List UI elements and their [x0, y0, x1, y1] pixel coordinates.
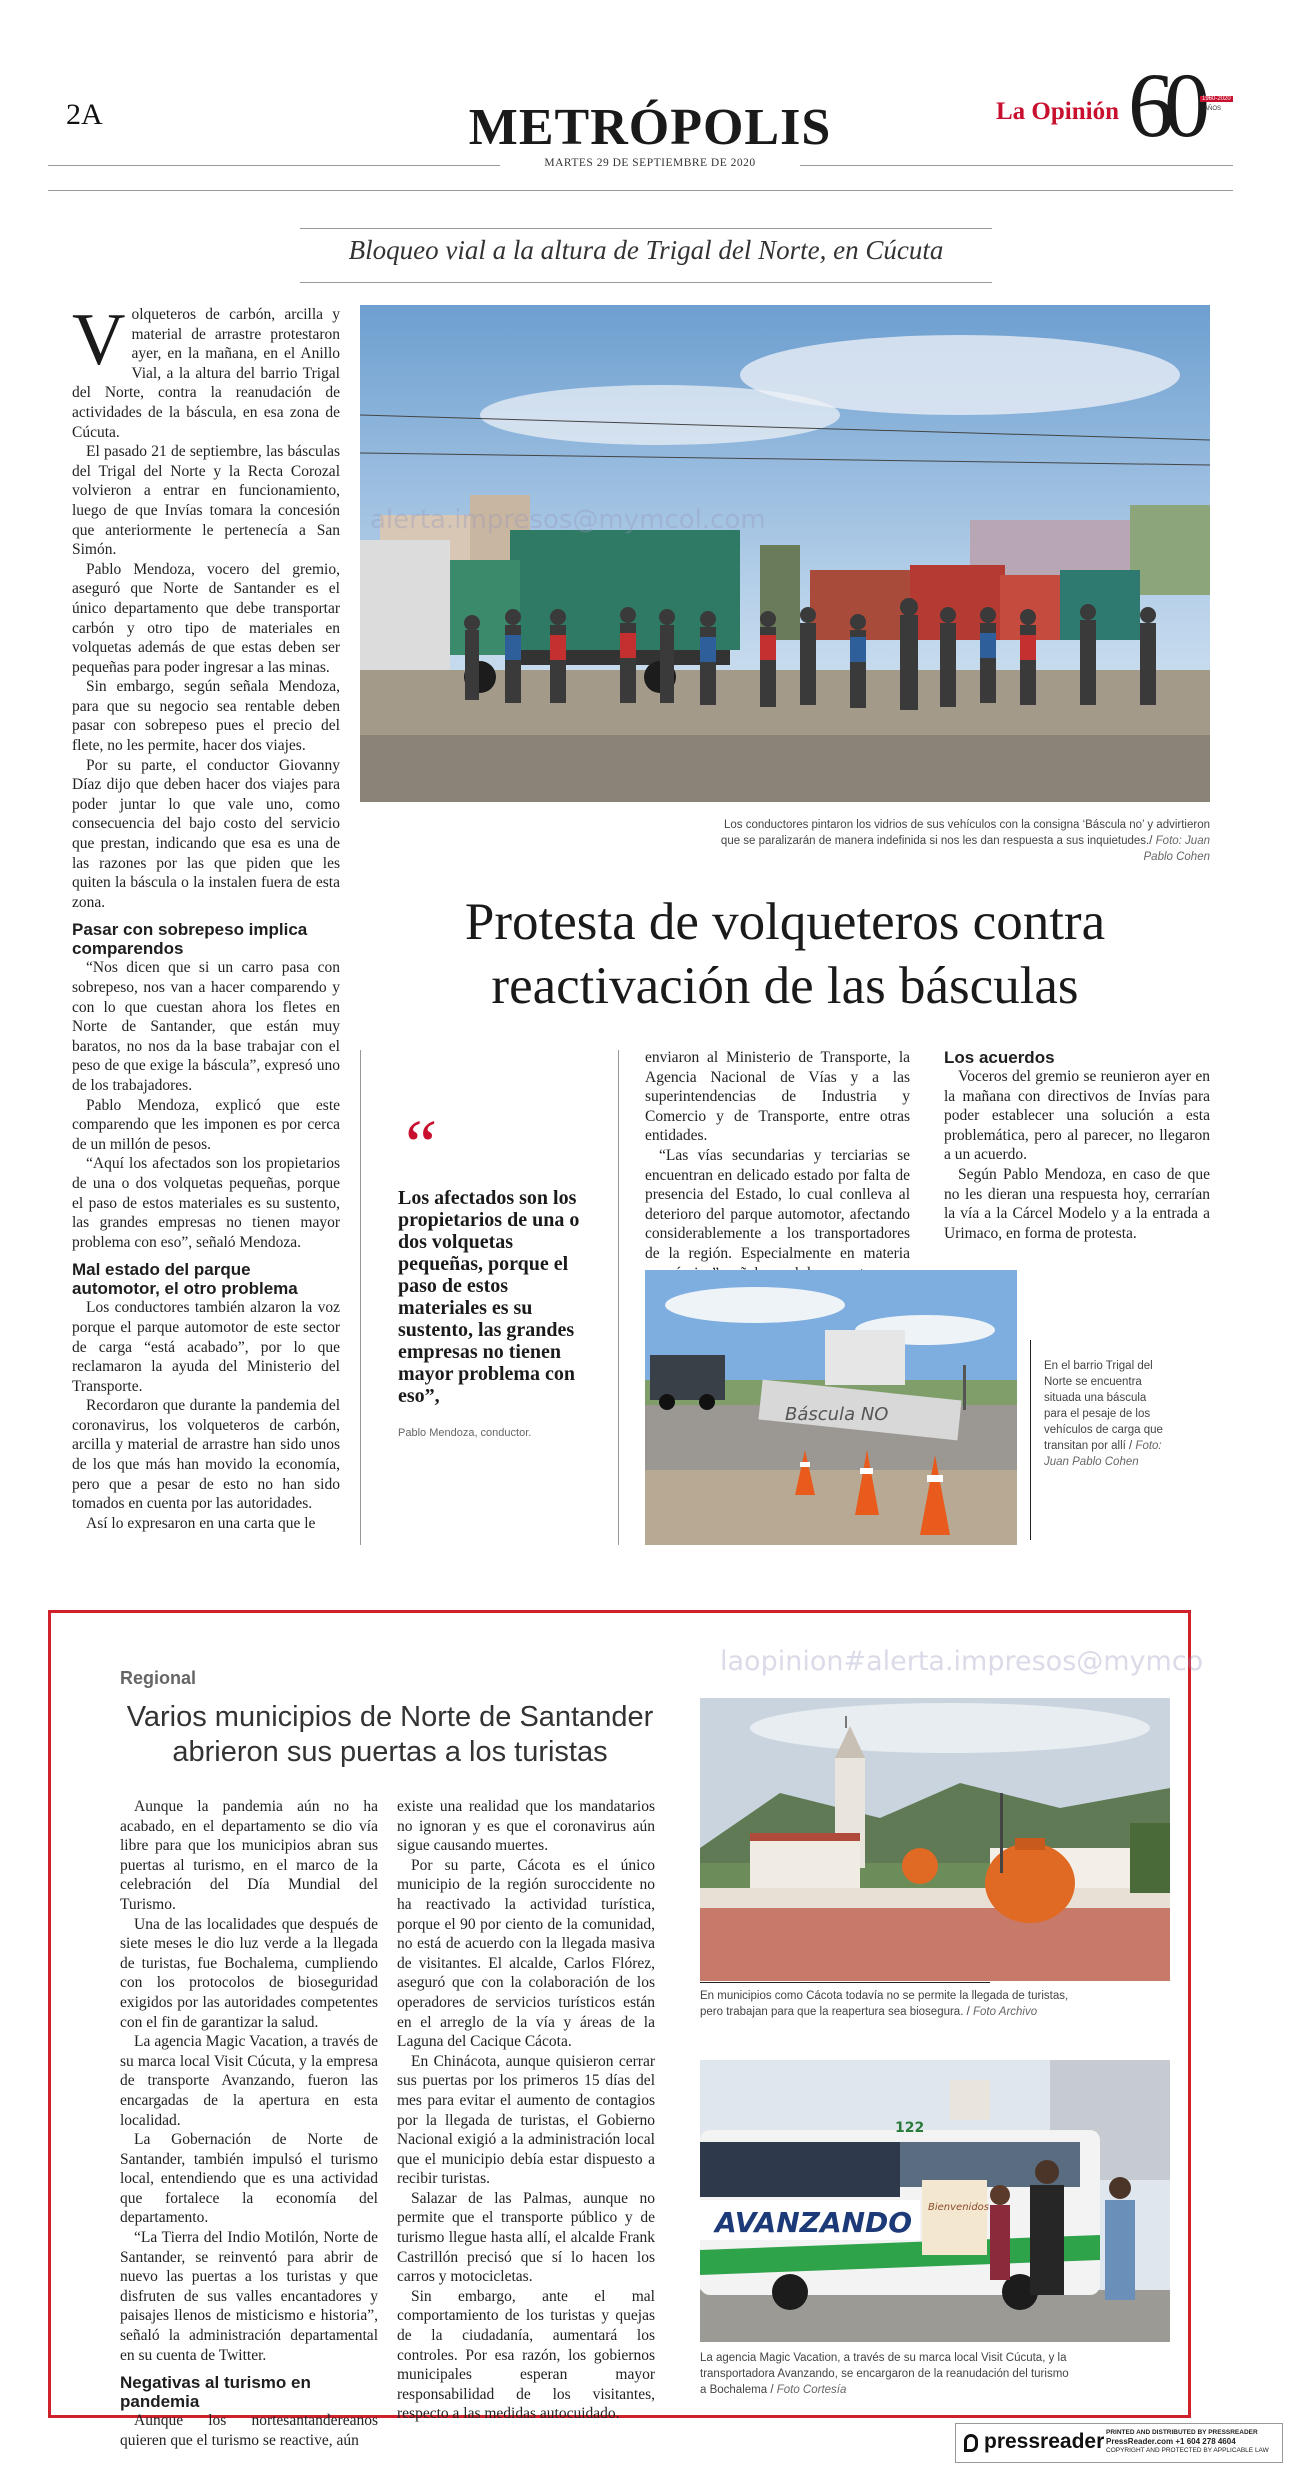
photo4-credit: Foto Cortesía: [776, 2384, 847, 2396]
pressreader-legal-line-3: COPYRIGHT AND PROTECTED BY APPLICABLE LAW: [1106, 2447, 1269, 2454]
story1-paragraph: Los conductores también alzaron la voz porque el parque automotor de este sector de carga “está acabado”, por lo que reclamaron la ayuda del Ministerio del Transporte.: [72, 1299, 340, 1395]
story2-paragraph: “La Tierra del Indio Motilón, Norte de Santander, se reinventó para abrir de nuevo las puertas a los turistas y que disfruten de sus valles encantadores y paisajes llenos de misticismo e historia”, señaló la administración departamental en su cuenta de Twitter.: [120, 2229, 378, 2364]
pressreader-legal-line-1: PRINTED AND DISTRIBUTED BY PRESSREADER: [1106, 2429, 1258, 2436]
header-rule-bottom: [48, 190, 1233, 191]
quote-mark-icon: “: [398, 1105, 439, 1185]
story1-paragraph: El pasado 21 de septiembre, las básculas del Trigal del Norte y la Recta Corozal volvieron a entrar en funcionamiento, luego de que Invías tomara la concesión que anteriormente le pertenecía a San Simón.: [72, 443, 340, 559]
story2-paragraph: En Chinácota, aunque quisieron cerrar sus puertas por los primeros 15 días del mes para evitar el aumento de contagios por la llegada de turistas, el Gobierno Nacional exigió a la administración local que el municipio debía estar dispuesto a recibir turistas.: [397, 2052, 655, 2188]
photo2-sign-text: Báscula NO: [785, 1404, 889, 1425]
story1-paragraph: “Aquí los afectados son los propietarios de una o dos volquetas pequeñas, porque el paso de estos materiales es su sustento, las grandes empresas no tienen mayor problema con eso”, señaló Mendoza.: [72, 1155, 340, 1251]
story1-headline-line-1: Protesta de volqueteros contra: [464, 893, 1106, 951]
anniversary-label: AÑOS: [1204, 106, 1222, 112]
photo2-credit: Foto: Juan Pablo Cohen: [1044, 1440, 1162, 1468]
photo1-credit: Foto: Juan Pablo Cohen: [1143, 835, 1210, 863]
story1-subhead: Mal estado del parque automotor, el otro problema: [72, 1260, 298, 1299]
photo4-caption-text: La agencia Magic Vacation, a través de su marca local Visit Cúcuta, y la transportadora Avanzando, se encargaron de la reanudación del turismo a Bochalema /: [700, 2352, 1069, 2396]
story2-subhead: Negativas al turismo en pandemia: [120, 2373, 311, 2412]
pressreader-icon: [964, 2434, 978, 2452]
photo2-caption: [1044, 1358, 1164, 1470]
column-divider: [618, 1050, 619, 1545]
story1-headline-line-2: reactivación de las básculas: [491, 957, 1079, 1015]
story1-paragraph: Pablo Mendoza, vocero del gremio, aseguró que Norte de Santander es el único departamento que debe transportar carbón y otro tipo de materiales en volquetas además de que estas deben ser pequeñas para poder ingresar a las minas.: [72, 560, 340, 676]
story2-paragraph: Una de las localidades que después de siete meses le dio luz verde a la llegada de turistas, fue Bochalema, cumpliendo con los protocolos de bioseguridad exigidos por las autoridades competentes con el fin de garantizar la salud.: [120, 1915, 378, 2031]
photo-cacota-plaza: [700, 1698, 1170, 1981]
photo1-caption: [720, 817, 1210, 865]
anniversary-number: 60: [1128, 54, 1200, 156]
story2-paragraph: La agencia Magic Vacation, a través de su marca local Visit Cúcuta, y la empresa de transporte Avanzando, fueron las encargadas de la apertura en esta localidad.: [120, 2033, 378, 2129]
story1-column-4: [944, 1048, 1210, 1243]
photo4-caption: [700, 2350, 1070, 2398]
kicker-rule-top: [300, 228, 992, 229]
story1-kicker: Bloqueo vial a la altura de Trigal del Norte, en Cúcuta: [348, 235, 944, 265]
bus-brand-text: AVANZANDO: [715, 2206, 913, 2239]
story1-headline: [360, 890, 1210, 1018]
issue-date: MARTES 29 DE SEPTIEMBRE DE 2020: [500, 157, 800, 169]
story1-paragraph: Recordaron que durante la pandemia del coronavirus, los volqueteros de carbón, arcilla y material de arrastre han sido unos de los que más han movido la economía, pero que a pesar de esto no han sido tomados en cuenta por las autoridades.: [72, 1397, 340, 1513]
story1-subhead: Los acuerdos: [944, 1048, 1055, 1067]
caption-divider: [1030, 1340, 1031, 1540]
story2-paragraph: existe una realidad que los mandatarios no ignoran y es que el coronavirus aún sigue causando muertes.: [397, 1798, 655, 1855]
story1-paragraph: Según Pablo Mendoza, en caso de que no les dieran una respuesta hoy, cerrarían la vía a la Cárcel Modelo y a la entrada a Urimaco, en forma de protesta.: [944, 1165, 1210, 1242]
story2-headline-line-2: abrieron sus puertas a los turistas: [172, 1736, 608, 1768]
story1-paragraph: olqueteros de carbón, arcilla y material de arrastre protestaron ayer, en la mañana, en el Anillo Vial, a la altura del barrio Trigal del Norte, contra la reanudación de actividades de la báscula, en esa zona de Cúcuta.: [72, 306, 340, 441]
story1-paragraph: “Las vías secundarias y terciarias se encuentran en delicado estado por falta de presencia del Estado, lo cual conlleva al deterioro del parque automotor, afectando considerablemente a los transportadores de la región. Especialmente en materia: [645, 1146, 910, 1262]
story2-paragraph: Salazar de las Palmas, aunque no permite que el transporte público y de turismo llegue hasta allí, el alcalde Frank Castrillón precisó que sí lo hacen los carros y motocicletas.: [397, 2189, 655, 2286]
story2-paragraph: Aunque la pandemia aún no ha acabado, en el departamento se dio vía libre para que los municipios abran sus puertas al turismo, en el marco de la celebración del Día Mundial del Turismo.: [120, 1798, 378, 1913]
story1-subhead: Pasar con sobrepeso implica comparendos: [72, 920, 308, 959]
kicker-rule-bottom: [300, 282, 992, 283]
story2-section-label: Regional: [120, 1668, 197, 1688]
pull-quote-box: [398, 1105, 598, 1439]
photo-scale-road: [645, 1270, 1017, 1545]
story1-column-3: [645, 1048, 910, 1283]
photo2-caption-text: En el barrio Trigal del Norte se encuentra situada una báscula para el pesaje de los vehículos de carga que transitan por allí /: [1044, 1360, 1163, 1452]
anniversary-years: 1960-2020: [1202, 96, 1231, 102]
story2-headline-line-1: Varios municipios de Norte de Santander: [126, 1701, 654, 1733]
story1-paragraph: enviaron al Ministerio de Transporte, la Agencia Nacional de Vías y a las superintendencias de Industria y Comercio y de Transporte, entre otras entidades.: [645, 1049, 910, 1145]
photo-tour-bus: [700, 2060, 1170, 2342]
story2-column-2: [397, 1797, 655, 2424]
story1-paragraph: “Nos dicen que si un carro pasa con sobrepeso, nos van a hacer comparendo y con lo que cuestan ahora los fletes en Norte de Santander, que están muy baratos, no nos da la base trabajar con el peso de que exige la báscula”, expresó uno de los trabajadores.: [72, 959, 340, 1094]
watermark-2: laopinion#alerta.impresos@mymco: [720, 1646, 1204, 1677]
pressreader-legal-line-2: PressReader.com +1 604 278 4604: [1106, 2437, 1236, 2446]
pressreader-legal: [1106, 2428, 1278, 2455]
story2-paragraph: Sin embargo, ante el mal comportamiento de los turistas y quejas de la ciudadanía, aumentará los controles. Por esa razón, los gobiernos municipales esperan mayor responsabilidad de los visitantes, respecto a las medidas autocuidado.: [397, 2287, 655, 2423]
watermark-1: alerta.impresos@mymcol.com: [370, 505, 766, 535]
pressreader-label: pressreader: [984, 2430, 1105, 2453]
story2-paragraph: Por su parte, Cácota es el único municipio de la región suroccidente no ha reactivado la actividad turística, porque el 90 por ciento de la comunidad, no está de acuerdo con la llegada masiva de visitantes. El alcalde, Carlos Flórez, aseguró que con la colaboración de los operadores de servicios turísticos están en el arreglo de la vía y áreas de la Laguna del Cacique Cácota.: [397, 1856, 655, 2051]
anniversary-logo: [1128, 54, 1238, 156]
pull-quote-text: Los afectados son los propietarios de una o dos volquetas pequeñas, porque el paso de estos materiales es su sustento, las grandes empresas no tienen mayor problema con eso”,: [398, 1187, 580, 1407]
photo1-caption-text: Los conductores pintaron los vidrios de sus vehículos con la consigna ‘Báscula no’ y advirtieron que se paralizarán de manera indefinida si nos les dan respuesta a sus inquietudes./: [720, 819, 1210, 847]
story1-paragraph: Pablo Mendoza, explicó que este comparendo que les imponen es por cerca de un millón de pesos.: [72, 1096, 340, 1153]
brand-logo: La Opinión: [996, 98, 1119, 125]
story2-paragraph: La Gobernación de Norte de Santander, también impulsó el turismo local, entendiendo que es una actividad que fortalece la economía del departamento.: [120, 2131, 378, 2227]
bus-sign-text: Bienvenidos: [928, 2202, 989, 2213]
story2-paragraph: Aunque los nortesantandereanos quieren que el turismo se reactive, aún: [120, 2412, 378, 2449]
pressreader-badge[interactable]: [955, 2423, 1283, 2463]
pull-quote-attribution: Pablo Mendoza, conductor.: [398, 1427, 532, 1439]
story1-paragraph: Voceros del gremio se reunieron ayer en la mañana con directivos de Invías para poder establecer una solución a esta problemática, pero al parecer, no llegaron a un acuerdo.: [944, 1068, 1210, 1164]
caption-underline: [700, 1982, 990, 1983]
story1-paragraph: Así lo expresaron en una carta que le: [86, 1514, 316, 1532]
story1-column-1: [72, 299, 340, 1533]
bus-number-text: 122: [895, 2120, 925, 2136]
photo3-caption: [700, 1988, 1070, 2020]
photo-truck-protest: [360, 305, 1210, 802]
story1-paragraph: Sin embargo, según señala Mendoza, para que su negocio sea rentable deben pasar con sobrepeso pues el precio del flete, no les permite, hacer dos viajes.: [72, 678, 340, 755]
story2-headline: [110, 1700, 670, 1770]
photo3-caption-text: En municipios como Cácota todavía no se permite la llegada de turistas, pero trabajan para que la reapertura sea biosegura. /: [700, 1990, 1069, 2018]
section-title: METRÓPOLIS: [468, 99, 832, 156]
story2-column-1: [120, 1797, 378, 2450]
photo3-credit: Foto Archivo: [973, 2006, 1038, 2018]
column-divider: [360, 1050, 361, 1545]
story1-paragraph: Por su parte, el conductor Giovanny Díaz dijo que deben hacer dos viajes para poder juntar lo que vale uno, como consecuencia del bajo costo del servicio que prestan, indicando que esa es una de las razones por las que piden que les quiten la báscula o la instalen fuera de esta zona.: [72, 756, 340, 911]
page-number: 2A: [66, 98, 103, 131]
dropcap: V: [72, 299, 126, 381]
